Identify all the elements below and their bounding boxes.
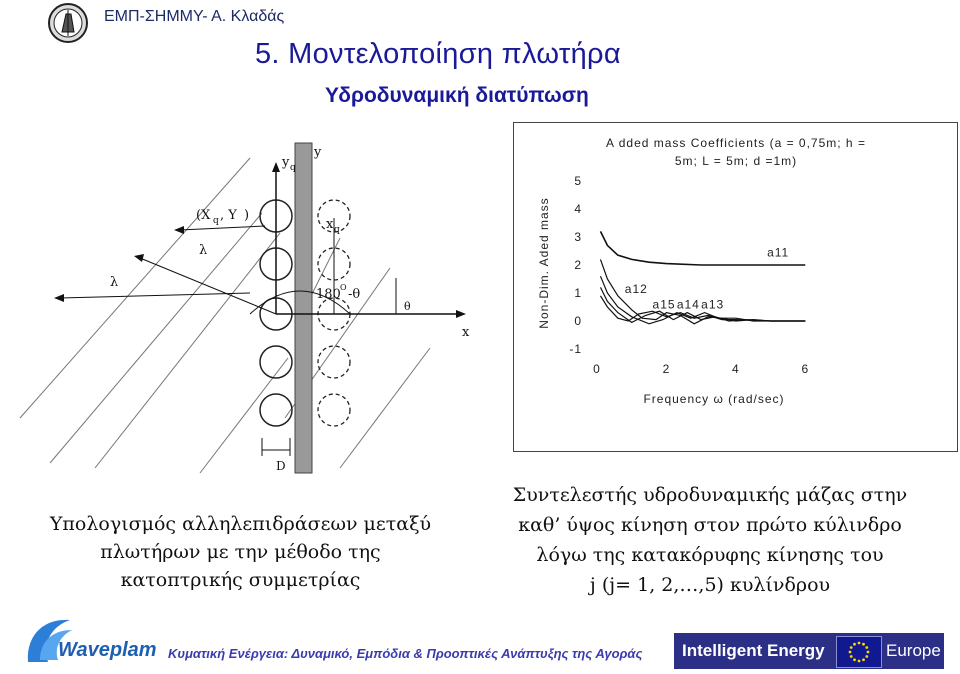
label-x: x: [462, 325, 470, 340]
label-d: D: [276, 459, 286, 473]
label-y: y: [314, 145, 322, 160]
label-xqyq-comma: , Y: [220, 208, 237, 223]
chart-canvas: [514, 123, 957, 451]
x-tick-label: 6: [801, 362, 810, 376]
left-caption-line-2: πλωτήρων με την μέθοδο της: [100, 541, 381, 563]
series-annotations: [625, 246, 789, 312]
waveplam-logo: [22, 612, 162, 668]
annotation-a15: a15: [652, 297, 676, 312]
wave-line-4: [200, 358, 288, 473]
eu-star-icon: [853, 658, 856, 661]
wave-line-3: [95, 233, 280, 468]
eu-star-icon: [858, 642, 861, 645]
wave-line-1: [20, 158, 250, 418]
x-tick-label: 0: [593, 362, 601, 376]
wave-line-7: [340, 348, 430, 468]
lambda-dim-1: [60, 293, 250, 298]
chart-xlabel: Frequency ω (rad/sec): [643, 392, 785, 406]
label-angle-deg: O: [340, 283, 347, 292]
annotation-a11: a11: [767, 245, 790, 260]
label-angle-theta: -θ: [348, 287, 361, 302]
slide-title: 5. Μοντελοποίηση πλωτήρα: [255, 38, 621, 70]
label-xqyq-sub: q: [213, 216, 219, 226]
label-yq: y: [282, 155, 290, 170]
left-caption: [18, 510, 463, 594]
europe-label: Europe: [886, 641, 941, 660]
chart-title-line-2: 5m; L = 5m; d =1m): [674, 154, 798, 168]
eu-star-icon: [862, 643, 865, 646]
waveplam-logo-text: Waveplam: [58, 639, 157, 661]
chart-title-line-1: A dded mass Coefficients (a = 0,75m; h =: [606, 136, 866, 150]
eu-star-icon: [853, 643, 856, 646]
x-tick-label: 4: [732, 362, 740, 376]
label-angle: 180: [316, 287, 341, 302]
y-tick-label: 5: [574, 174, 582, 188]
right-caption-line-4: j (j= 1, 2,…,5) κυλίνδρου: [589, 574, 831, 596]
eu-star-icon: [849, 651, 852, 654]
y-tick-label: -1: [569, 342, 582, 356]
chart-ylabel: Non-Dim. Aded mass: [537, 197, 551, 329]
annotation-a14: a14: [676, 297, 700, 312]
label-xq: x: [326, 217, 334, 232]
footer-text: Κυματική Ενέργεια: Δυναμικό, Εμπόδια & Προοπτικές Ανάπτυξης της Αγοράς: [168, 646, 643, 661]
right-caption-line-3: λόγω της κατακόρυφης κίνησης του: [536, 544, 884, 566]
image-method-diagram: [0, 118, 500, 490]
eu-flag-icon: [836, 636, 882, 668]
annotation-a13: a13: [701, 297, 725, 312]
university-seal-logo: [44, 2, 92, 44]
right-caption-line-2: καθ’ ύψος κίνηση στον πρώτο κύλινδρο: [518, 514, 902, 536]
added-mass-chart: [513, 122, 958, 452]
header-title: ΕΜΠ-ΣΗΜΜΥ- Α. Κλαδάς: [104, 8, 285, 25]
label-xqyq: (X: [196, 208, 211, 223]
label-lambda-1: λ: [199, 243, 208, 258]
wave-line-2: [50, 213, 262, 463]
y-tick-label: 2: [574, 258, 582, 272]
slide-subtitle: Υδροδυναμική διατύπωση: [325, 84, 589, 107]
right-caption-line-1: Συντελεστής υδροδυναμικής μάζας στην: [512, 484, 908, 506]
eu-star-icon: [850, 646, 853, 649]
label-lambda-2: λ: [110, 275, 119, 290]
left-caption-line-3: κατοπτρικής συμμετρίας: [120, 569, 361, 591]
eu-star-icon: [865, 646, 868, 649]
label-xq-sub: q: [334, 225, 340, 235]
y-tick-labels: [569, 174, 582, 356]
y-tick-label: 3: [574, 230, 582, 244]
right-caption: [475, 480, 945, 600]
incident-ray: [140, 258, 276, 314]
eu-star-icon: [867, 651, 870, 654]
intelligent-energy-banner: [674, 633, 944, 669]
label-xqyq-end: ): [244, 208, 250, 223]
x-tick-label: 2: [662, 362, 671, 376]
eu-star-icon: [850, 655, 853, 658]
y-tick-label: 1: [574, 286, 582, 300]
y-tick-label: 4: [574, 202, 582, 216]
y-tick-label: 0: [574, 314, 582, 328]
left-caption-line-1: Υπολογισμός αλληλεπιδράσεων μεταξύ: [49, 513, 432, 535]
eu-star-icon: [858, 660, 861, 663]
intelligent-energy-label: Intelligent Energy: [682, 641, 825, 660]
label-theta: θ: [404, 300, 411, 313]
eu-star-icon: [862, 658, 865, 661]
annotation-a12: a12: [624, 282, 648, 296]
eu-star-icon: [865, 655, 868, 658]
lambda-dim-2: [180, 226, 265, 230]
reflecting-wall: [295, 143, 312, 473]
x-tick-labels: [593, 362, 809, 376]
label-yq-sub: q: [290, 163, 296, 173]
